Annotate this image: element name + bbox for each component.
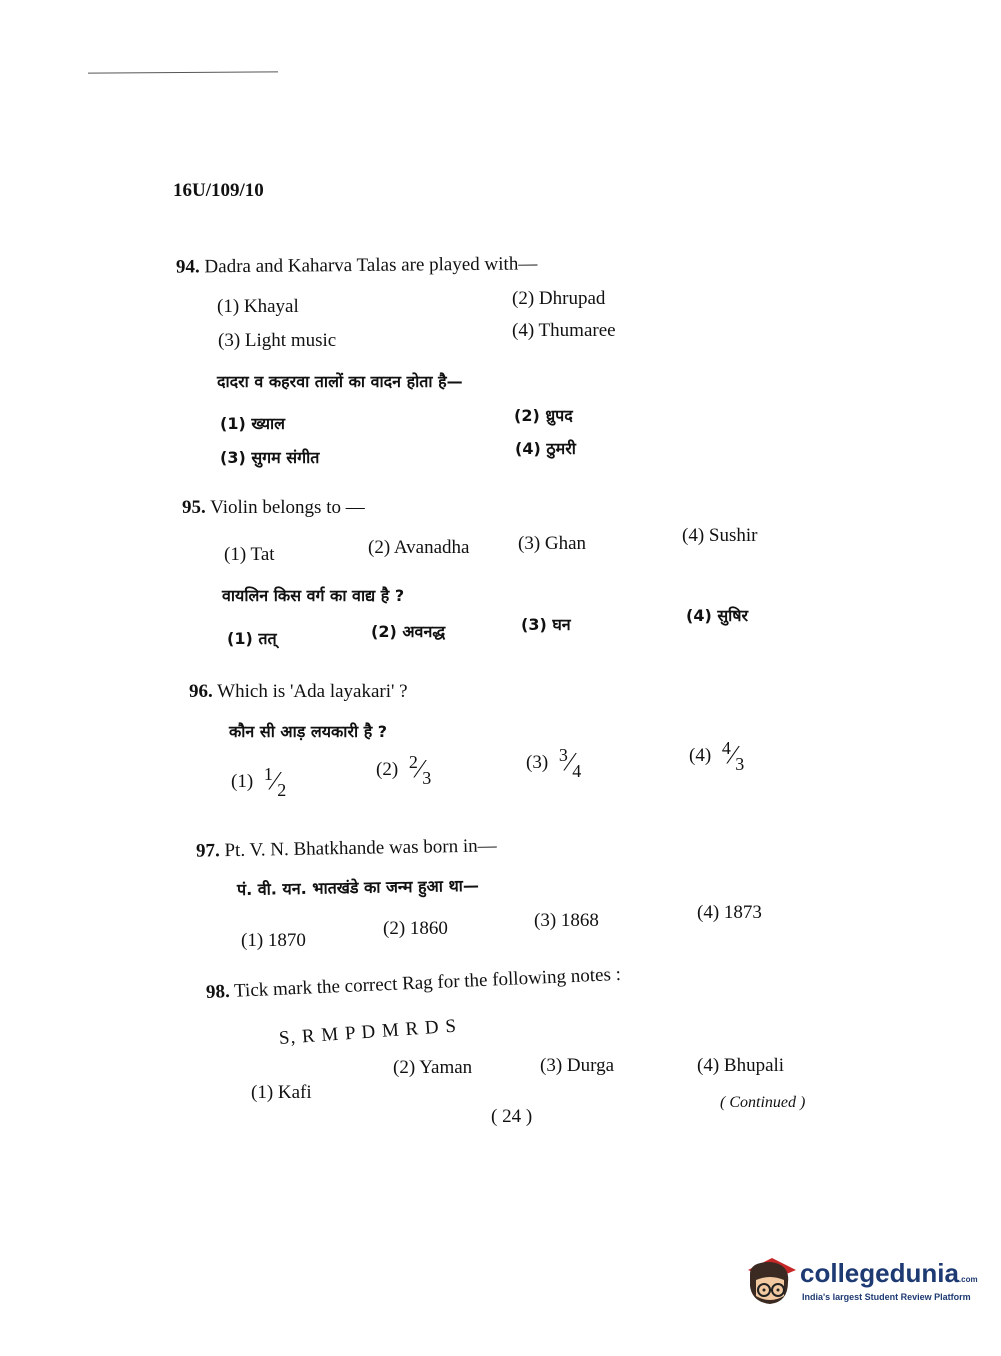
option-94-2-hindi: (2) ध्रुपद [514, 406, 573, 425]
option-94-3-hindi: (3) सुगम संगीत [220, 448, 320, 467]
question-text: Violin belongs to — [210, 497, 365, 518]
option-94-1-hindi: (1) ख्याल [220, 414, 285, 433]
question-97-hindi: पं. वी. यन. भातखंडे का जन्म हुआ था— [236, 875, 480, 900]
question-number: 94. [175, 256, 200, 278]
question-number: 97. [195, 840, 220, 862]
question-96-hindi: कौन सी आड़ लयकारी है ? [229, 722, 388, 741]
question-number: 96. [189, 681, 213, 702]
question-text: Tick mark the correct Rag for the following notes : [233, 963, 622, 1002]
brand-text: collegedunia [800, 1258, 959, 1288]
fraction-denominator: 2 [277, 779, 287, 800]
option-98-1: (1) Kafi [251, 1082, 312, 1103]
question-97 [196, 835, 497, 862]
paper-code: 16U/109/10 [173, 180, 264, 201]
option-97-2: (2) 1860 [383, 918, 448, 939]
option-94-4-hindi: (4) ठुमरी [515, 439, 576, 458]
option-95-2-hindi: (2) अवनद्ध [371, 622, 446, 641]
option-95-2: (2) Avanadha [368, 537, 470, 558]
option-98-4: (4) Bhupali [697, 1055, 785, 1076]
option-95-3-hindi: (3) घन [521, 615, 571, 634]
option-label: (1) [231, 770, 254, 792]
option-96-4 [689, 738, 744, 775]
option-98-2: (2) Yaman [393, 1057, 473, 1078]
question-96 [189, 681, 408, 703]
question-text: Pt. V. N. Bhatkhande was born in— [224, 835, 497, 862]
fraction: $^2⁄_3$ [408, 752, 432, 788]
question-98 [206, 964, 622, 1004]
option-96-1 [231, 764, 286, 801]
page-number: ( 24 ) [491, 1106, 533, 1127]
option-label: (2) [376, 758, 399, 780]
fraction: $^1⁄_2$ [263, 764, 287, 800]
option-94-4: (4) Thumaree [512, 320, 616, 341]
fraction-numerator: 4 [721, 738, 731, 758]
continued-label: ( Continued ) [720, 1094, 806, 1111]
collegedunia-watermark [742, 1252, 978, 1314]
option-94-2: (2) Dhrupad [512, 288, 606, 309]
fraction-denominator: 3 [735, 753, 745, 774]
option-95-1-hindi: (1) तत् [227, 629, 277, 648]
fraction-denominator: 3 [422, 767, 432, 788]
option-97-4: (4) 1873 [697, 902, 762, 923]
option-97-3: (3) 1868 [534, 910, 599, 931]
fraction-numerator: 2 [408, 752, 418, 772]
option-label: (3) [526, 751, 549, 773]
option-95-4-hindi: (4) सुषिर [686, 606, 749, 625]
notes-sequence: S, R M P D M R D S [278, 1015, 458, 1049]
brand-suffix: .com [958, 1275, 978, 1284]
top-rule [88, 71, 278, 73]
option-94-1: (1) Khayal [217, 296, 299, 317]
mascot-icon [742, 1252, 798, 1310]
fraction-denominator: 4 [572, 760, 582, 781]
question-number: 95. [182, 497, 206, 518]
fraction: $^4⁄_3$ [721, 738, 745, 774]
question-text: Dadra and Kaharva Talas are played with— [204, 253, 538, 278]
option-98-3: (3) Durga [540, 1055, 615, 1076]
fraction-numerator: 1 [263, 764, 273, 784]
question-text: Which is 'Ada layakari' ? [217, 681, 408, 702]
question-94 [176, 253, 537, 278]
question-95-hindi: वायलिन किस वर्ग का वाद्य है ? [222, 586, 405, 605]
question-number: 98. [205, 980, 231, 1003]
brand-name [800, 1258, 978, 1289]
question-95 [182, 497, 365, 519]
option-95-3: (3) Ghan [518, 533, 587, 554]
option-96-2 [376, 752, 431, 789]
option-95-4: (4) Sushir [682, 525, 758, 546]
option-96-3 [526, 745, 581, 782]
fraction: $^3⁄_4$ [558, 745, 582, 781]
brand-tagline: India's largest Student Review Platform [802, 1292, 971, 1302]
option-label: (4) [689, 744, 712, 766]
fraction-numerator: 3 [558, 745, 568, 765]
option-94-3: (3) Light music [218, 330, 337, 351]
question-94-hindi: दादरा व कहरवा तालों का वादन होता है— [217, 372, 463, 391]
option-97-1: (1) 1870 [241, 930, 306, 951]
option-95-1: (1) Tat [224, 544, 275, 565]
